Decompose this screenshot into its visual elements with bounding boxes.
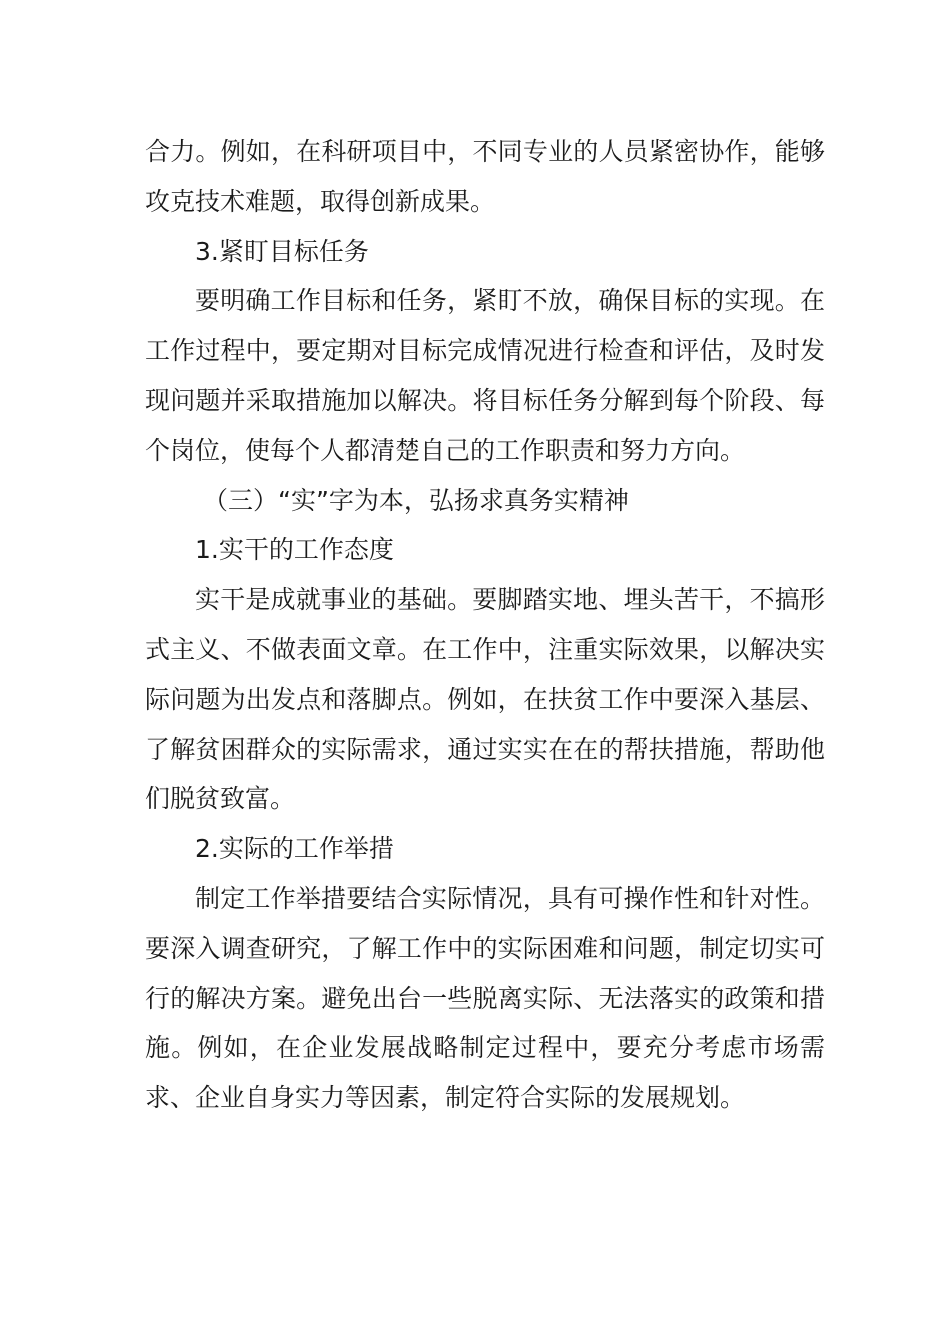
paragraph-practical-measures: 制定工作举措要结合实际情况，具有可操作性和针对性。要深入调查研究，了解工作中的实际困难和问题，制定切实可行的解决方案。避免出台一些脱离实际、无法落实的政策和措施。例如，在企业发展战略制定过程中，要充分考虑市场需求、企业自身实力等因素，制定符合实际的发展规划。: [145, 883, 825, 1113]
paragraph-practical-attitude: 实干是成就事业的基础。要脚踏实地、埋头苦干，不搞形式主义、不做表面文章。在工作中，注重实际效果，以解决实际问题为出发点和落脚点。例如，在扶贫工作中要深入基层、了解贫困群众的实际需求，通过实实在在的帮扶措施，帮助他们脱贫致富。: [145, 585, 825, 814]
subheading-3: 3.紧盯目标任务: [195, 236, 369, 266]
paragraph-goal-tasks: 要明确工作目标和任务，紧盯不放，确保目标的实现。在工作过程中，要定期对目标完成情况进行检查和评估，及时发现问题并采取措施加以解决。将目标任务分解到每个阶段、每个岗位，使每个人都清楚自己的工作职责和努力方向。: [145, 286, 825, 465]
section-heading-3: （三）“实”字为本，弘扬求真务实精神: [203, 485, 629, 515]
document-body: [145, 127, 825, 1123]
paragraph-continuation: 合力。例如，在科研项目中，不同专业的人员紧密协作，能够攻克技术难题，取得创新成果。: [145, 137, 825, 216]
subheading-1: 1.实干的工作态度: [195, 535, 394, 565]
subheading-2: 2.实际的工作举措: [195, 834, 394, 864]
